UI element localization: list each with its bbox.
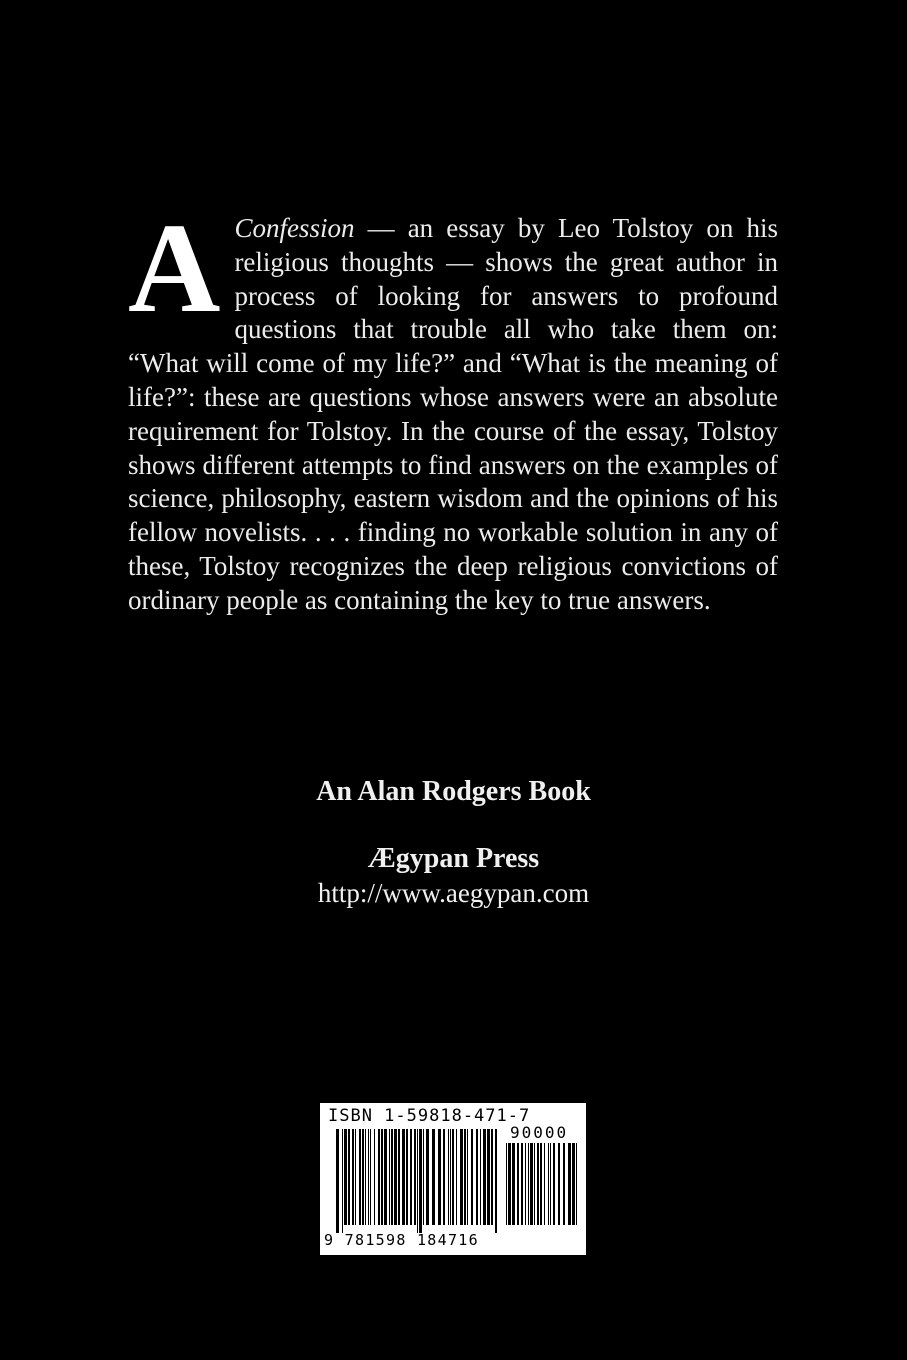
barcode-addon-bars <box>506 1143 580 1233</box>
book-title-italic: Confession <box>234 213 355 243</box>
publisher-url: http://www.aegypan.com <box>317 878 590 908</box>
barcode-main-bars <box>336 1129 502 1233</box>
price-code: 90000 <box>510 1123 569 1142</box>
back-cover-blurb <box>128 197 778 618</box>
isbn-barcode <box>320 1103 586 1255</box>
blurb-text: — an essay by Leo Tolstoy on his religious thoughts — shows the great author in process of looking for answers to profound questions that trouble all who take them on: “What will come of my life?” and “What is the meaning of life?”: these are questions whose answers were an absolute requirement for Tolstoy. In the course of the essay, Tolstoy shows different attempts to find answers on the examples of science, philosophy, eastern wisdom and the opinions of his fellow novelists. . . . finding no workable solution in any of these, Tolstoy recognizes the deep religious convictions of ordinary people as containing the key to true answers. <box>128 213 778 615</box>
isbn-number: ISBN 1-59818-471-7 <box>328 1106 531 1126</box>
series-credit: An Alan Rodgers Book <box>316 776 591 807</box>
drop-cap: A <box>128 197 221 339</box>
ean-digits: 9 781598 184716 <box>324 1231 479 1249</box>
publisher-name: Ægypan Press <box>367 843 540 874</box>
